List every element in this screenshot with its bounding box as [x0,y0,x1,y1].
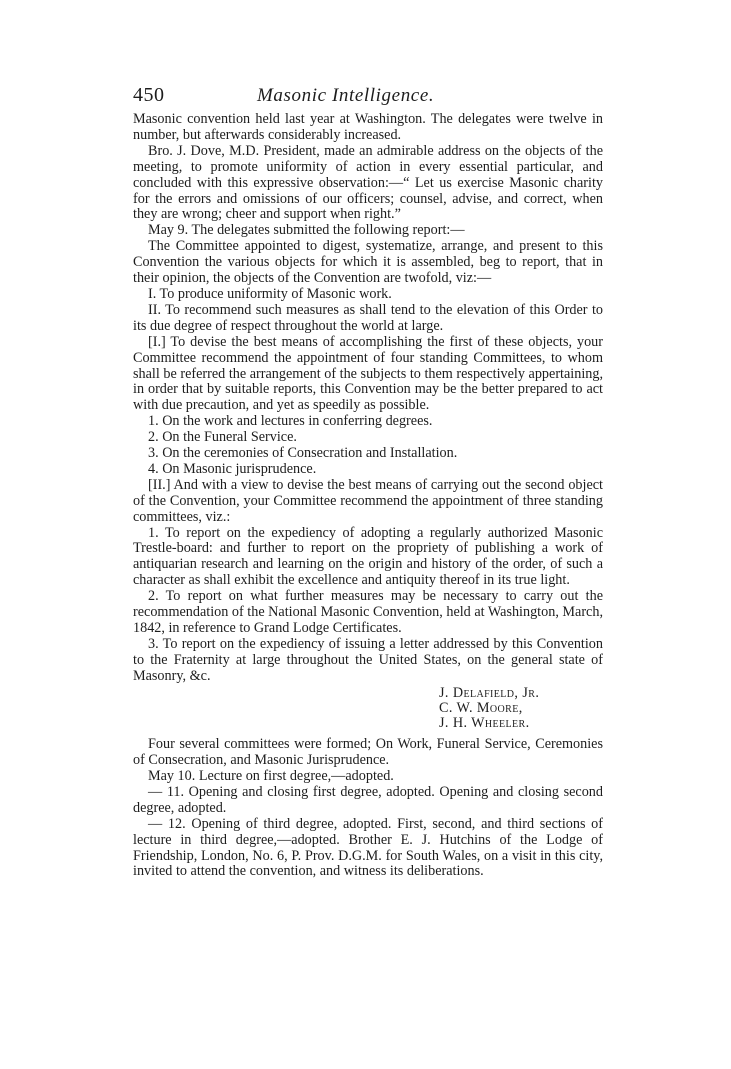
page-header [133,84,603,110]
running-title: Masonic Intelligence. [257,85,435,106]
committee-item-2: 2. On the Funeral Service. [148,429,297,446]
paragraph-convention-intro: Masonic convention held last year at Washington. The delegates were twelve in number, but afterwards considerably increased. [133,111,603,143]
standing-committee-2: 2. To report on what further measures may be necessary to carry out the recommendation of the National Masonic Convention, held at Washington, March, 1842, in reference to Grand Lodge Certificates. [133,588,603,636]
paragraph-second-object: [II.] And with a view to devise the best means of carrying out the second object of the Convention, your Committee recommend the appointment of three standing committees, viz.: [133,476,603,525]
paragraph-committee-report: The Committee appointed to digest, systematize, arrange, and present to this Convention the various objects for which it is assembled, beg to report, that in their opinion, the objects of the Convention are twofold, viz:— [133,238,603,287]
page-body [133,112,603,880]
standing-committee-3: 3. To report on the expediency of issuing a letter addressed by this Convention to the Fraternity at large throughout the United States, on the general state of Masonry, &c. [133,635,603,684]
paragraph-first-object: [I.] To devise the best means of accomplishing the first of these objects, your Committee recommend the appointment of four standing Committees, to whom shall be referred the arrangement of the subjects to them respectively appertaining, in order that by suitable reports, this Convention may be the better prepared to act with due precaution, and yet as speedily as possible. [133,333,603,414]
paragraph-may-11: — 11. Opening and closing first degree, adopted. Opening and closing second degree, adopted. [133,783,603,816]
paragraph-president-address: Bro. J. Dove, M.D. President, made an admirable address on the objects of the meeting, to promote uniformity of action in every essential particular, and concluded with this expressive observation:—“ Let us exercise Masonic charity for the errors and omissions of our officers; counsel, advise, and correct, when they are wrong; cheer and support when right.” [133,142,603,223]
signature-line: J. Delafield, Jr. [439,684,540,701]
committee-item-1: 1. On the work and lectures in conferring degrees. [148,413,433,430]
signature-block [439,686,603,732]
committee-item-4: 4. On Masonic jurisprudence. [148,460,317,477]
paragraph-may-9: May 9. The delegates submitted the following report:— [148,222,465,239]
paragraph-may-10: May 10. Lecture on first degree,—adopted. [148,768,394,785]
paragraph-committees-formed: Four several committees were formed; On Work, Funeral Service, Ceremonies of Consecration, and Masonic Jurisprudence. [133,736,603,769]
book-page [133,84,603,880]
standing-committee-1: 1. To report on the expediency of adopting a regularly authorized Masonic Trestle-board: and further to report on the propriety of publishing a work of antiquarian research and learning on the origin and history of the order, of such a character as shall exhibit the excellence and antiquity thereof in its true light. [133,524,603,589]
signature-line: J. H. Wheeler. [439,715,530,732]
committee-item-3: 3. On the ceremonies of Consecration and Installation. [148,445,458,462]
paragraph-may-12: — 12. Opening of third degree, adopted. First, second, and third sections of lecture in third degree,—adopted. Brother E. J. Hutchins of the Lodge of Friendship, London, No. 6, P. Prov. D.G.M. for South Wales, on a visit in this city, invited to attend the convention, and witness its deliberations. [133,815,603,880]
signature-line: C. W. Moore, [439,699,523,716]
page-number: 450 [133,84,165,106]
objective-two: II. To recommend such measures as shall tend to the elevation of this Order to its due degree of respect throughout the world at large. [133,301,603,334]
objective-one: I. To produce uniformity of Masonic work. [148,285,392,302]
